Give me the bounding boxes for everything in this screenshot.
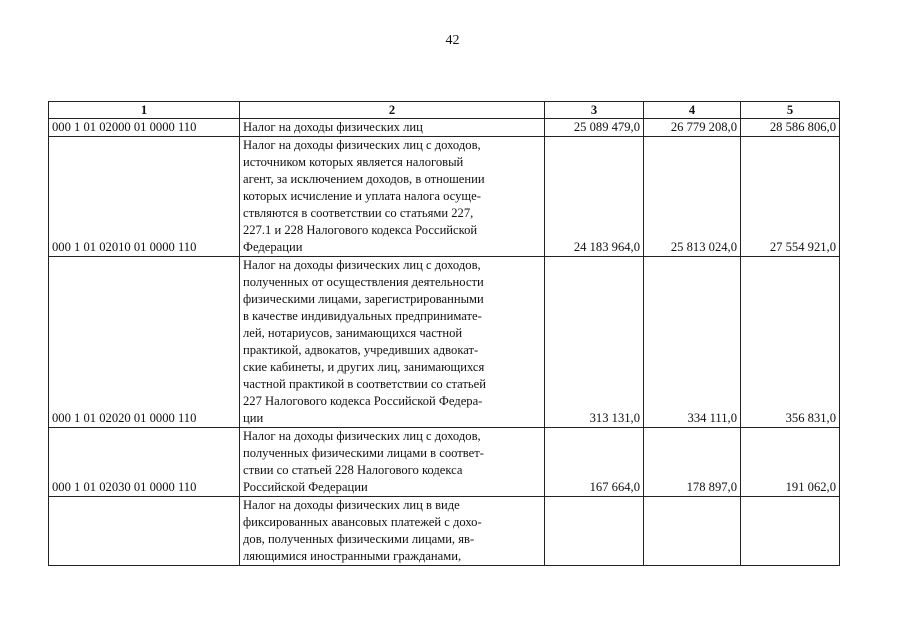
page-number: 42 [445, 33, 460, 48]
description-cell [240, 497, 545, 566]
amount-cell-year-1 [545, 497, 644, 566]
amount-cell-year-1: 25 089 479,0 [545, 119, 644, 137]
description-line: Налог на доходы физических лиц с доходов, [243, 258, 481, 272]
description-line: источником которых является налоговый [243, 155, 464, 169]
description-line: Налог на доходы физических лиц с доходов, [243, 138, 481, 152]
amount-cell-year-2: 25 813 024,0 [644, 137, 741, 257]
amount-cell-year-1: 167 664,0 [545, 428, 644, 497]
column-header: 4 [644, 102, 741, 119]
description-line: ции [243, 411, 264, 425]
amount-cell-year-2 [644, 497, 741, 566]
amount-cell-year-3: 356 831,0 [741, 257, 840, 428]
description-cell [240, 119, 545, 137]
description-line: Налог на доходы физических лиц в виде [243, 498, 460, 512]
description-line: Налог на доходы физических лиц с доходов, [243, 429, 481, 443]
description-line: дов, полученных физическими лицами, яв- [243, 532, 475, 546]
description-line: полученных от осуществления деятельности [243, 275, 484, 289]
description-line: 227 Налогового кодекса Российской Федера- [243, 394, 483, 408]
table-row [49, 428, 840, 497]
description-line: лей, нотариусов, занимающихся частной [243, 326, 463, 340]
amount-cell-year-1: 24 183 964,0 [545, 137, 644, 257]
description-line: 227.1 и 228 Налогового кодекса Российской [243, 223, 478, 237]
amount-cell-year-2: 178 897,0 [644, 428, 741, 497]
budget-table [48, 101, 840, 566]
description-line: физическими лицами, зарегистрированными [243, 292, 484, 306]
description-line: полученных физическими лицами в соответ- [243, 446, 484, 460]
budget-code-cell [49, 497, 240, 566]
description-line: Федерации [243, 240, 303, 254]
column-header: 3 [545, 102, 644, 119]
description-line: Налог на доходы физических лиц [243, 120, 423, 134]
description-line: практикой, адвокатов, учредивших адвокат- [243, 343, 479, 357]
amount-cell-year-1: 313 131,0 [545, 257, 644, 428]
table-row [49, 119, 840, 137]
table-row [49, 497, 840, 566]
description-line: ляющимися иностранными гражданами, [243, 549, 462, 563]
amount-cell-year-2: 26 779 208,0 [644, 119, 741, 137]
amount-cell-year-3 [741, 497, 840, 566]
amount-cell-year-3: 27 554 921,0 [741, 137, 840, 257]
amount-cell-year-3: 28 586 806,0 [741, 119, 840, 137]
description-line: которых исчисление и уплата налога осуще- [243, 189, 481, 203]
description-line: агент, за исключением доходов, в отношении [243, 172, 485, 186]
table-row [49, 137, 840, 257]
description-cell [240, 137, 545, 257]
column-header: 1 [49, 102, 240, 119]
description-cell [240, 257, 545, 428]
description-line: ские кабинеты, и других лиц, занимающихся [243, 360, 485, 374]
budget-code-cell: 000 1 01 02000 01 0000 110 [49, 119, 240, 137]
description-cell [240, 428, 545, 497]
budget-code-cell: 000 1 01 02010 01 0000 110 [49, 137, 240, 257]
table-row [49, 257, 840, 428]
amount-cell-year-2: 334 111,0 [644, 257, 741, 428]
description-line: ствии со статьей 228 Налогового кодекса [243, 463, 463, 477]
description-line: ствляются в соответствии со статьями 227, [243, 206, 474, 220]
budget-code-cell: 000 1 01 02030 01 0000 110 [49, 428, 240, 497]
table-header-row [49, 102, 840, 119]
description-line: в качестве индивидуальных предпринимате- [243, 309, 482, 323]
amount-cell-year-3: 191 062,0 [741, 428, 840, 497]
description-line: фиксированных авансовых платежей с дохо- [243, 515, 482, 529]
column-header: 5 [741, 102, 840, 119]
description-line: частной практикой в соответствии со статьей [243, 377, 486, 391]
column-header: 2 [240, 102, 545, 119]
budget-code-cell: 000 1 01 02020 01 0000 110 [49, 257, 240, 428]
description-line: Российской Федерации [243, 480, 368, 494]
